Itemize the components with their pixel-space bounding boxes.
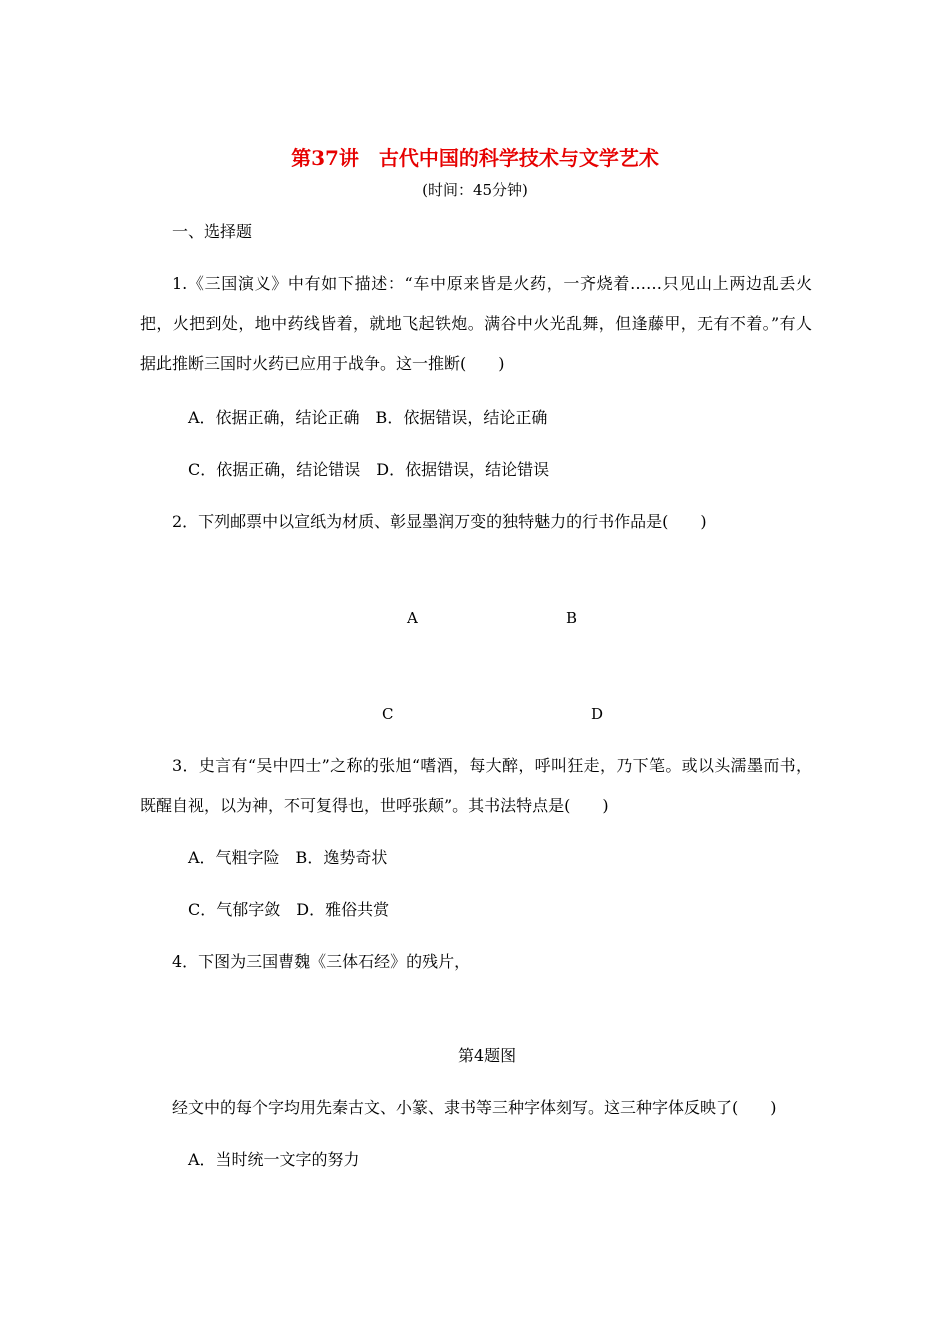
- stamp-label-b: B: [566, 609, 578, 627]
- question-3-options-row-1: A．气粗字险 B．逸势奇状: [188, 848, 388, 867]
- question-1-options-row-2: C．依据正确，结论错误 D．依据错误，结论错误: [188, 460, 550, 479]
- stamp-label-c: C: [382, 705, 394, 723]
- stamp-label-a: A: [407, 609, 418, 627]
- page-subtitle: (时间：45分钟): [422, 181, 528, 199]
- figure-caption: 第4题图: [458, 1046, 517, 1065]
- page-title: 第37讲 古代中国的科学技术与文学艺术: [291, 146, 659, 170]
- question-4-stem: 4．下图为三国曹魏《三体石经》的残片，: [172, 952, 471, 971]
- question-1-options-row-1: A．依据正确，结论正确 B．依据错误，结论正确: [188, 408, 548, 427]
- question-3-stem: 3．史言有“吴中四士”之称的张旭“嗜酒，每大醉，呼叫狂走，乃下笔。或以头濡墨而书，既醒自视，以为神，不可复得也，世呼张颠”。其书法特点是( ): [140, 756, 812, 815]
- question-1-stem: 1.《三国演义》中有如下描述：“车中原来皆是火药，一齐烧着……只见山上两边乱丢火把，火把到处，地中药线皆着，就地飞起铁炮。满谷中火光乱舞，但逢藤甲，无有不着。”有人据此推断三国时火药已应用于战争。这一推断( ): [140, 274, 812, 373]
- question-3-options-row-2: C．气郁字敛 D．雅俗共赏: [188, 900, 390, 919]
- section-heading: 一、选择题: [172, 222, 253, 241]
- question-4-option-a: A．当时统一文字的努力: [188, 1150, 360, 1169]
- stamp-label-d: D: [591, 705, 604, 723]
- question-4-continuation: 经文中的每个字均用先秦古文、小篆、隶书等三种字体刻写。这三种字体反映了( ): [172, 1098, 777, 1117]
- question-2-stem: 2．下列邮票中以宣纸为材质、彰显墨润万变的独特魅力的行书作品是( ): [172, 512, 707, 531]
